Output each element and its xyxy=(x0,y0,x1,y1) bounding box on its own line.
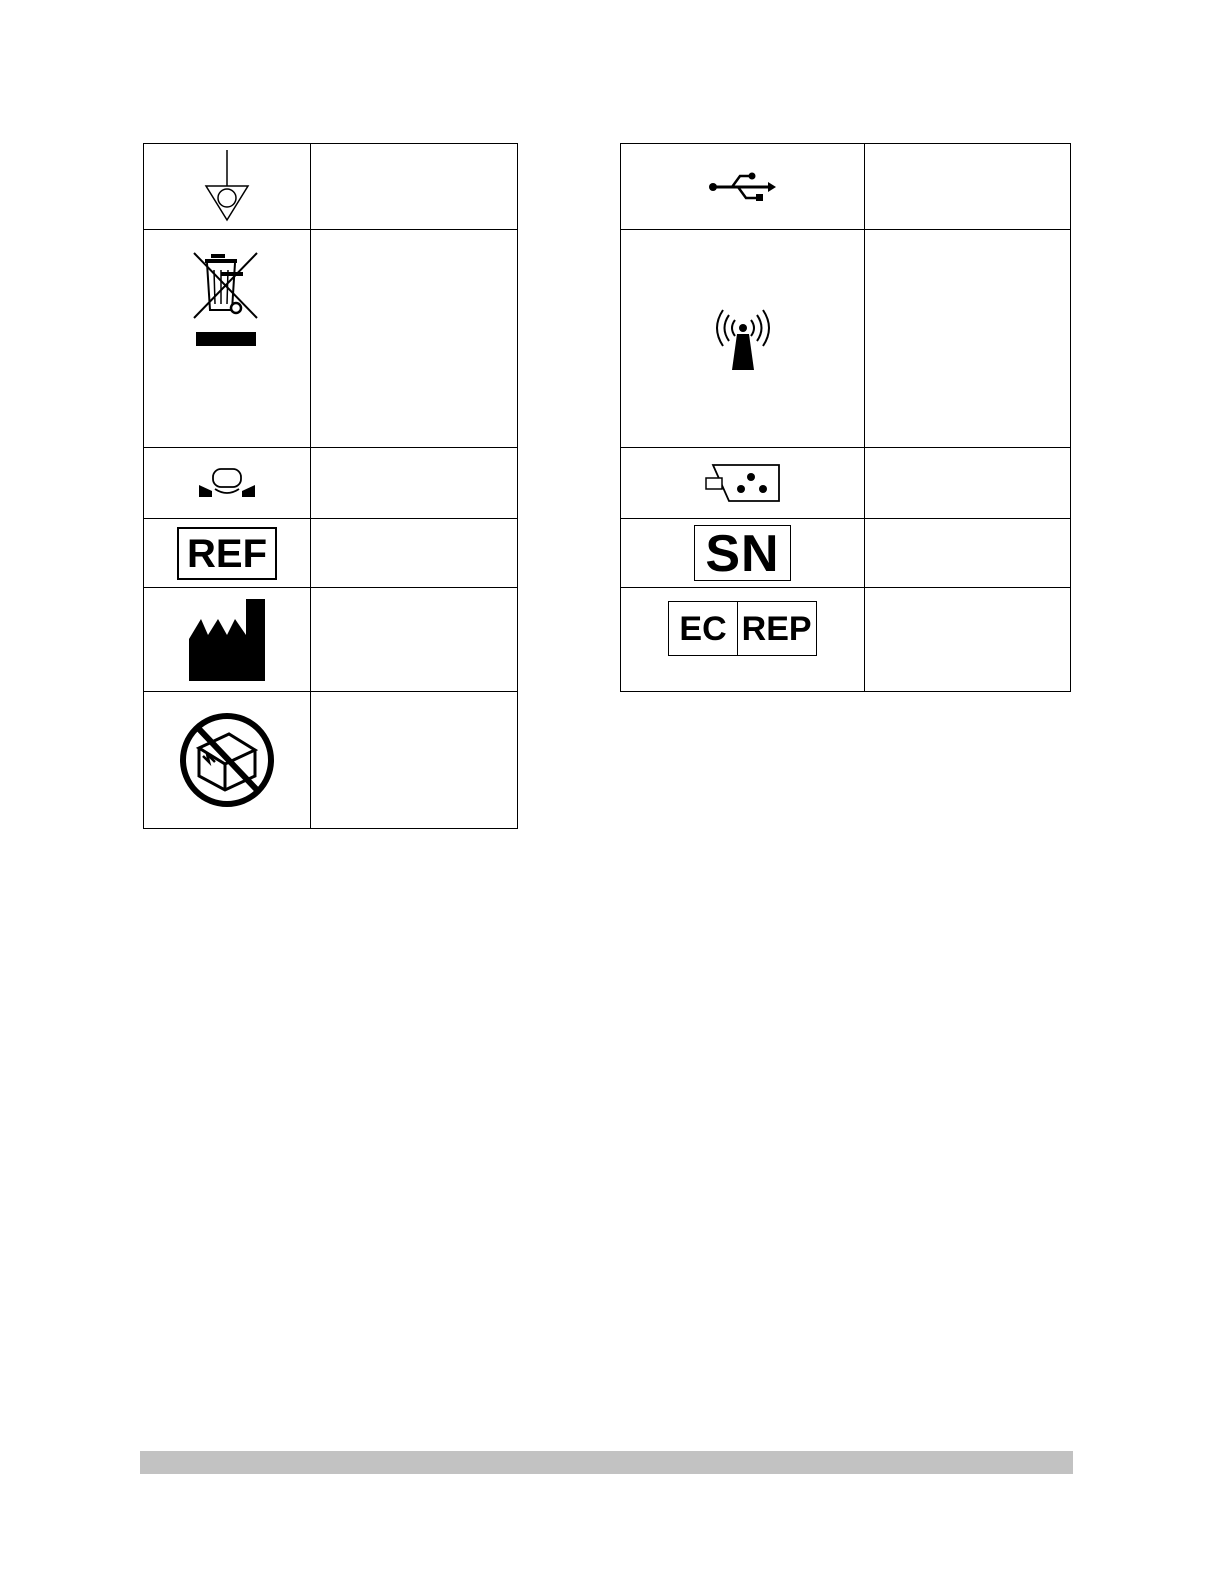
symbol-cell xyxy=(621,230,865,448)
symbol-description xyxy=(865,519,1071,588)
symbol-cell xyxy=(144,448,311,519)
ec-rep-left-label: EC xyxy=(679,610,727,648)
left-symbol-table xyxy=(143,143,518,829)
symbol-cell xyxy=(621,588,865,692)
symbol-description xyxy=(865,144,1071,230)
symbol-row xyxy=(144,519,518,588)
symbol-cell xyxy=(621,519,865,588)
equipotential-ground-icon xyxy=(197,150,257,224)
ec-rep-right-label: REP xyxy=(737,602,816,655)
ref-catalogue-number-icon: REF xyxy=(177,527,277,580)
symbol-cell xyxy=(144,144,311,230)
symbol-description xyxy=(311,448,518,519)
do-not-use-if-damaged-icon xyxy=(177,710,277,810)
symbol-row xyxy=(621,230,1071,448)
symbol-description xyxy=(865,588,1071,692)
symbol-row xyxy=(144,588,518,692)
symbol-row xyxy=(621,448,1071,519)
symbol-description xyxy=(311,144,518,230)
symbol-row xyxy=(144,230,518,448)
symbol-description xyxy=(311,230,518,448)
right-symbol-table xyxy=(620,143,1071,692)
symbol-description xyxy=(311,692,518,829)
symbol-cell xyxy=(621,144,865,230)
serial-number-icon: SN xyxy=(694,525,790,581)
symbol-row xyxy=(144,692,518,829)
symbol-row xyxy=(621,588,1071,692)
symbol-description xyxy=(311,519,518,588)
serial-port-connector-icon xyxy=(705,463,781,503)
symbol-cell xyxy=(144,692,311,829)
symbol-cell xyxy=(144,588,311,692)
symbol-row xyxy=(621,519,1071,588)
symbol-row xyxy=(144,448,518,519)
manufacturer-factory-icon xyxy=(189,599,265,681)
symbol-row xyxy=(144,144,518,230)
symbol-description xyxy=(865,448,1071,519)
symbol-cell xyxy=(144,519,311,588)
footer-bar xyxy=(140,1451,1073,1474)
type-bf-applied-part-icon xyxy=(198,467,256,499)
non-ionizing-radiation-icon xyxy=(713,304,773,374)
weee-crossed-bin-icon xyxy=(191,250,263,350)
symbol-row xyxy=(621,144,1071,230)
symbol-cell xyxy=(144,230,311,448)
symbol-description xyxy=(311,588,518,692)
usb-icon xyxy=(708,171,778,203)
symbol-cell xyxy=(621,448,865,519)
ec-rep-icon xyxy=(668,601,816,656)
symbol-description xyxy=(865,230,1071,448)
